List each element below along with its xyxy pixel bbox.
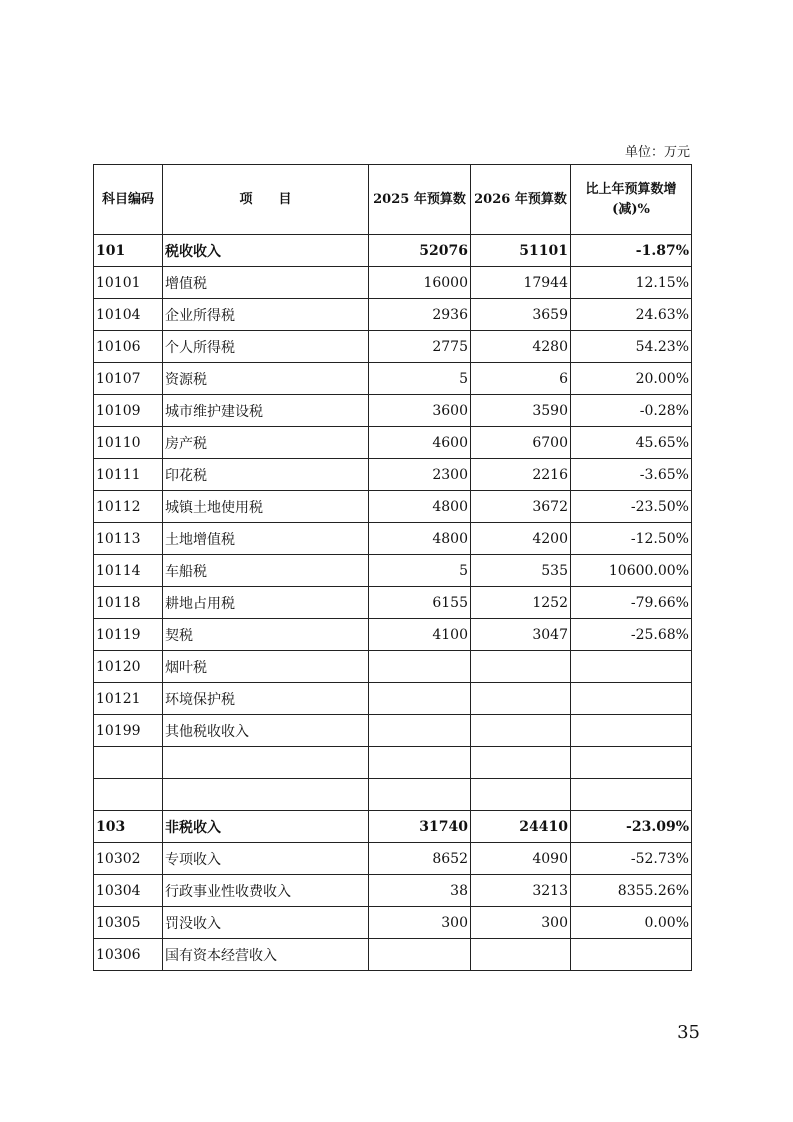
cell-item: 资源税 xyxy=(163,363,369,395)
cell-change: -23.09% xyxy=(571,811,692,843)
cell-change: -52.73% xyxy=(571,843,692,875)
table-row xyxy=(94,427,692,459)
cell-change: -3.65% xyxy=(571,459,692,491)
cell-change xyxy=(571,779,692,811)
cell-code: 10119 xyxy=(94,619,163,651)
table-row xyxy=(94,555,692,587)
cell-change: -79.66% xyxy=(571,587,692,619)
cell-2025: 6155 xyxy=(369,587,471,619)
cell-code: 101 xyxy=(94,235,163,267)
cell-change: 10600.00% xyxy=(571,555,692,587)
cell-item: 土地增值税 xyxy=(163,523,369,555)
cell-2025: 52076 xyxy=(369,235,471,267)
cell-2025: 4800 xyxy=(369,523,471,555)
header-code: 科目编码 xyxy=(94,165,163,235)
cell-change: -1.87% xyxy=(571,235,692,267)
cell-2026 xyxy=(471,939,571,971)
cell-2026: 4200 xyxy=(471,523,571,555)
cell-2025: 5 xyxy=(369,555,471,587)
table-row xyxy=(94,619,692,651)
cell-2026: 535 xyxy=(471,555,571,587)
cell-item: 行政事业性收费收入 xyxy=(163,875,369,907)
budget-table xyxy=(93,164,692,971)
cell-code: 10120 xyxy=(94,651,163,683)
cell-2025 xyxy=(369,651,471,683)
cell-2025: 4800 xyxy=(369,491,471,523)
cell-2026: 17944 xyxy=(471,267,571,299)
table-row xyxy=(94,843,692,875)
table-row xyxy=(94,715,692,747)
cell-2026: 24410 xyxy=(471,811,571,843)
table-header-row xyxy=(94,165,692,235)
cell-item: 专项收入 xyxy=(163,843,369,875)
cell-2025: 2300 xyxy=(369,459,471,491)
cell-code: 10106 xyxy=(94,331,163,363)
cell-change xyxy=(571,715,692,747)
cell-2026: 3213 xyxy=(471,875,571,907)
table-row xyxy=(94,491,692,523)
table-row xyxy=(94,875,692,907)
cell-2026: 3047 xyxy=(471,619,571,651)
table-row xyxy=(94,331,692,363)
cell-code: 103 xyxy=(94,811,163,843)
table-row xyxy=(94,267,692,299)
cell-change: 20.00% xyxy=(571,363,692,395)
cell-code: 10113 xyxy=(94,523,163,555)
cell-2026: 300 xyxy=(471,907,571,939)
cell-item: 税收收入 xyxy=(163,235,369,267)
table-row xyxy=(94,779,692,811)
cell-change: 54.23% xyxy=(571,331,692,363)
cell-2026: 6 xyxy=(471,363,571,395)
cell-change: 24.63% xyxy=(571,299,692,331)
cell-change: 8355.26% xyxy=(571,875,692,907)
cell-code: 10199 xyxy=(94,715,163,747)
cell-code: 10121 xyxy=(94,683,163,715)
cell-2025: 2775 xyxy=(369,331,471,363)
cell-code: 10110 xyxy=(94,427,163,459)
cell-code: 10118 xyxy=(94,587,163,619)
cell-item: 国有资本经营收入 xyxy=(163,939,369,971)
table-row xyxy=(94,747,692,779)
cell-2026 xyxy=(471,651,571,683)
cell-2026: 4090 xyxy=(471,843,571,875)
cell-2025 xyxy=(369,683,471,715)
cell-2026 xyxy=(471,779,571,811)
cell-change: -25.68% xyxy=(571,619,692,651)
cell-item: 城市维护建设税 xyxy=(163,395,369,427)
table-row xyxy=(94,651,692,683)
cell-item: 房产税 xyxy=(163,427,369,459)
cell-code: 10112 xyxy=(94,491,163,523)
cell-change xyxy=(571,939,692,971)
table-row xyxy=(94,299,692,331)
cell-change xyxy=(571,683,692,715)
cell-change: -12.50% xyxy=(571,523,692,555)
cell-item: 企业所得税 xyxy=(163,299,369,331)
header-2026: 2026 年预算数 xyxy=(471,165,571,235)
cell-2025: 2936 xyxy=(369,299,471,331)
table-row xyxy=(94,459,692,491)
header-item: 项 目 xyxy=(163,165,369,235)
cell-change: 45.65% xyxy=(571,427,692,459)
cell-item: 非税收入 xyxy=(163,811,369,843)
cell-2026: 6700 xyxy=(471,427,571,459)
cell-item: 车船税 xyxy=(163,555,369,587)
cell-item: 印花税 xyxy=(163,459,369,491)
cell-2026: 3672 xyxy=(471,491,571,523)
cell-code: 10101 xyxy=(94,267,163,299)
cell-change: 12.15% xyxy=(571,267,692,299)
table-row xyxy=(94,811,692,843)
cell-2025: 16000 xyxy=(369,267,471,299)
cell-2025 xyxy=(369,939,471,971)
cell-2025: 4600 xyxy=(369,427,471,459)
cell-code: 10306 xyxy=(94,939,163,971)
cell-change xyxy=(571,747,692,779)
cell-2025: 5 xyxy=(369,363,471,395)
cell-2025: 8652 xyxy=(369,843,471,875)
cell-item: 烟叶税 xyxy=(163,651,369,683)
cell-2025 xyxy=(369,779,471,811)
page-number: 35 xyxy=(677,1022,700,1043)
cell-change: -23.50% xyxy=(571,491,692,523)
table-row xyxy=(94,939,692,971)
cell-code: 10104 xyxy=(94,299,163,331)
cell-2025: 31740 xyxy=(369,811,471,843)
cell-item: 其他税收收入 xyxy=(163,715,369,747)
cell-code xyxy=(94,747,163,779)
table-row xyxy=(94,907,692,939)
cell-item xyxy=(163,747,369,779)
cell-code: 10109 xyxy=(94,395,163,427)
cell-code: 10305 xyxy=(94,907,163,939)
table-row xyxy=(94,235,692,267)
cell-item: 增值税 xyxy=(163,267,369,299)
cell-2026 xyxy=(471,715,571,747)
table-row xyxy=(94,395,692,427)
cell-item: 城镇土地使用税 xyxy=(163,491,369,523)
cell-2026: 2216 xyxy=(471,459,571,491)
table-row xyxy=(94,587,692,619)
cell-item: 耕地占用税 xyxy=(163,587,369,619)
cell-2026: 3659 xyxy=(471,299,571,331)
cell-change: -0.28% xyxy=(571,395,692,427)
cell-2026: 1252 xyxy=(471,587,571,619)
cell-2025: 38 xyxy=(369,875,471,907)
cell-2026: 51101 xyxy=(471,235,571,267)
cell-item xyxy=(163,779,369,811)
cell-2025 xyxy=(369,747,471,779)
cell-item: 契税 xyxy=(163,619,369,651)
cell-code: 10111 xyxy=(94,459,163,491)
cell-2025: 4100 xyxy=(369,619,471,651)
cell-code: 10304 xyxy=(94,875,163,907)
table-row xyxy=(94,523,692,555)
cell-code: 10302 xyxy=(94,843,163,875)
cell-2025: 300 xyxy=(369,907,471,939)
cell-code xyxy=(94,779,163,811)
header-change: 比上年预算数增(减)% xyxy=(571,165,692,235)
cell-item: 环境保护税 xyxy=(163,683,369,715)
unit-label: 单位：万元 xyxy=(624,145,690,160)
cell-2026 xyxy=(471,683,571,715)
cell-2025: 3600 xyxy=(369,395,471,427)
cell-item: 罚没收入 xyxy=(163,907,369,939)
cell-change: 0.00% xyxy=(571,907,692,939)
cell-code: 10107 xyxy=(94,363,163,395)
cell-2026: 4280 xyxy=(471,331,571,363)
cell-change xyxy=(571,651,692,683)
cell-item: 个人所得税 xyxy=(163,331,369,363)
table-row xyxy=(94,683,692,715)
cell-code: 10114 xyxy=(94,555,163,587)
header-2025: 2025 年预算数 xyxy=(369,165,471,235)
cell-2026 xyxy=(471,747,571,779)
cell-2026: 3590 xyxy=(471,395,571,427)
table-row xyxy=(94,363,692,395)
cell-2025 xyxy=(369,715,471,747)
